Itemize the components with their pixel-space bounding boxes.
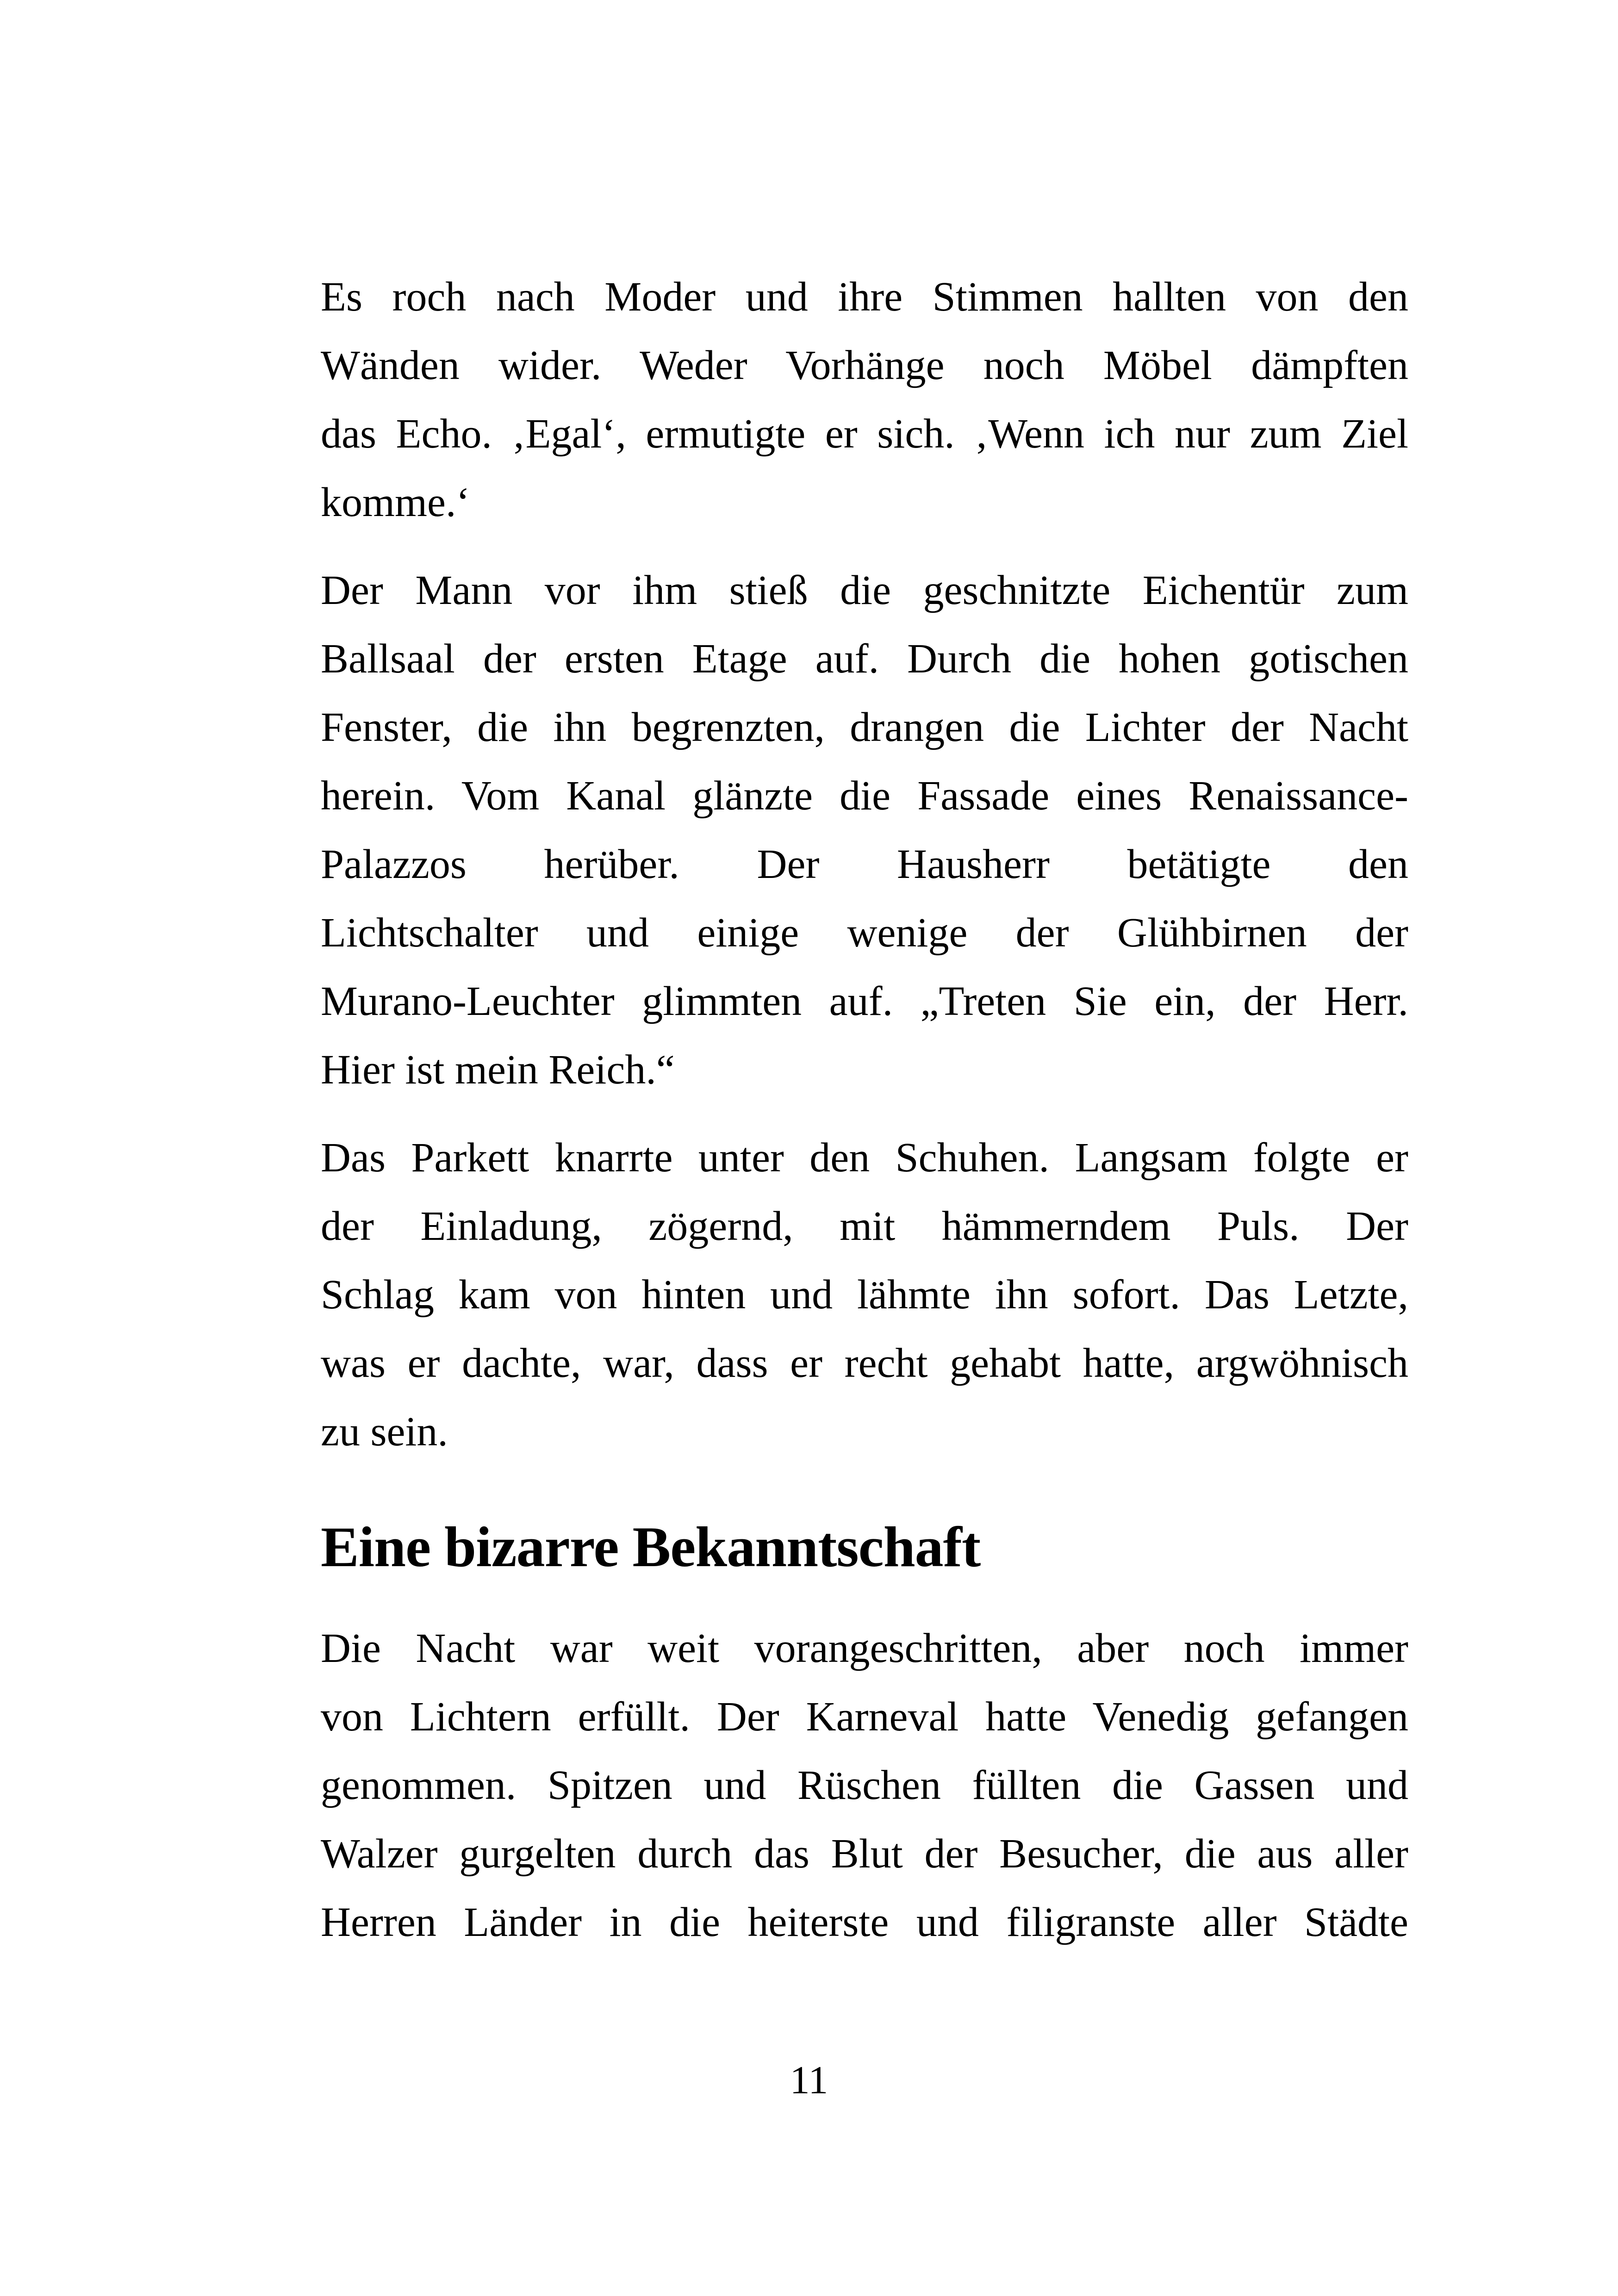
body-paragraph (321, 556, 1408, 1104)
text-line: Walzer gurgelten durch das Blut der Besucher, die aus aller (321, 1831, 1408, 1877)
text-line: das Echo. ‚Egal‘, ermutigte er sich. ‚Wenn ich nur zum Ziel (321, 411, 1408, 457)
text-line: Herren Länder in die heiterste und filigranste aller Städte (321, 1899, 1408, 1945)
section-heading: Eine bizarre Bekanntschaft (321, 1515, 981, 1579)
text-line: zu sein. (321, 1409, 448, 1455)
body-paragraph (321, 1124, 1408, 1466)
text-line: was er dachte, war, dass er recht gehabt hatte, argwöhnisch (321, 1340, 1408, 1386)
body-paragraph (321, 1614, 1408, 1957)
text-line: Hier ist mein Reich.“ (321, 1047, 675, 1093)
text-line: genommen. Spitzen und Rüschen füllten die Gassen und (321, 1762, 1408, 1808)
text-line: komme.‘ (321, 479, 470, 525)
text-line: Fenster, die ihn begrenzten, drangen die Lichter der Nacht (321, 704, 1408, 750)
text-block (321, 263, 1408, 1976)
text-line: Schlag kam von hinten und lähmte ihn sofort. Das Letzte, (321, 1272, 1408, 1318)
text-line: Der Mann vor ihm stieß die geschnitzte Eichentür zum (321, 567, 1408, 613)
text-line: Die Nacht war weit vorangeschritten, aber noch immer (321, 1625, 1408, 1671)
text-line: Lichtschalter und einige wenige der Glühbirnen der (321, 910, 1408, 956)
text-line: von Lichtern erfüllt. Der Karneval hatte Venedig gefangen (321, 1694, 1408, 1740)
text-line: Das Parkett knarrte unter den Schuhen. Langsam folgte er (321, 1135, 1408, 1181)
text-line: Ballsaal der ersten Etage auf. Durch die hohen gotischen (321, 636, 1408, 682)
text-line: Wänden wider. Weder Vorhänge noch Möbel dämpften (321, 342, 1408, 388)
text-line: Es roch nach Moder und ihre Stimmen hallten von den (321, 274, 1408, 320)
text-line: der Einladung, zögernd, mit hämmerndem Puls. Der (321, 1203, 1408, 1249)
text-line: herein. Vom Kanal glänzte die Fassade eines Renaissance- (321, 773, 1408, 819)
body-paragraph (321, 263, 1408, 537)
text-line: Murano-Leuchter glimmten auf. „Treten Sie ein, der Herr. (321, 978, 1408, 1024)
text-line: Palazzos herüber. Der Hausherr betätigte den (321, 841, 1408, 887)
page-number: 11 (790, 2058, 828, 2102)
